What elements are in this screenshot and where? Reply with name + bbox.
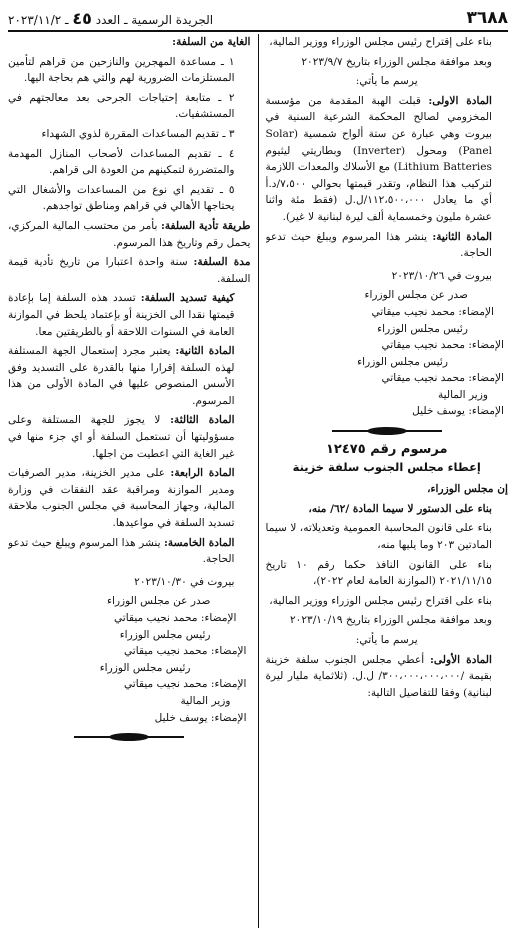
clause-paragraph (8, 290, 251, 340)
section-divider (74, 732, 184, 742)
clause-label: طريقة تأدية السلفة: (160, 219, 251, 232)
article-paragraph (8, 343, 251, 409)
place-date: بيروت في ٢٠٢٣/١٠/٢٦ (391, 269, 492, 282)
list-item: ٣ ـ تقديم المساعدات المقررة لذوي الشهداء (41, 127, 235, 140)
article-label: المادة الخامسة: (164, 536, 235, 549)
clause-text: سنة واحدة اعتبارا من تاريخ تأدية قيمة السلفة. (8, 256, 251, 285)
article-paragraph (266, 93, 509, 226)
article-label: المادة الرابعة: (170, 467, 235, 480)
signature-line: الإمضاء: يوسف خليل (154, 711, 247, 724)
article-text: يعتبر مجرد إستعمال الجهة المستلفة لهذه السلفة إقرارا منها بالقدرة على التسديد وفق الأسس المنصوص عليها في المادة الأولى من هذا المرسوم. (8, 345, 235, 407)
article-label: المادة الأولى: (430, 653, 492, 666)
columns (8, 34, 508, 928)
signature-line: الإمضاء: محمد نجيب ميقاتي (113, 612, 237, 624)
signature-line: رئيس مجلس الوزراء (99, 661, 191, 674)
article-paragraph (266, 229, 509, 262)
article-paragraph (8, 465, 251, 531)
article-label: المادة الثالثة: (170, 414, 235, 427)
article-text: ينشر هذا المرسوم ويبلغ حيث تدعو الحاجة. (265, 230, 492, 260)
clause-paragraph (8, 254, 251, 287)
preamble-paragraph: وبعد موافقة مجلس الوزراء بتاريخ ٢٠٢٣/٩/٧ (301, 55, 492, 68)
list-item: ١ ـ مساعدة المهجرين والنازحين من قراهم لتأمين المستلزمات الضرورية لهم والتي هم بحاجة اليها. (8, 55, 235, 85)
preamble-paragraph: بناء على الدستور لا سيما المادة /٦٢/ منه، (308, 502, 492, 515)
preamble-paragraph: إن مجلس الوزراء، (427, 483, 508, 496)
article-label: المادة الاولى: (428, 94, 492, 107)
page-number: ٣٦٨٨ (466, 8, 508, 28)
signature-line: الإمضاء: محمد نجيب ميقاتي (123, 645, 247, 658)
clause-text: بأمر من محتسب المالية المركزي، يحمل رقم وتاريخ هذا المرسوم. (8, 219, 251, 249)
article-paragraph (8, 412, 251, 462)
signature-line: صدر عن مجلس الوزراء (107, 595, 211, 608)
preamble-paragraph: بناء على قانون المحاسبة العمومية وتعديلاته، لا سيما المادتين ٢٠٣ وما يليها منه، (265, 522, 492, 552)
signature-line: صدر عن مجلس الوزراء (364, 289, 468, 302)
place-date: بيروت في ٢٠٢٣/١٠/٣٠ (134, 575, 235, 588)
section-divider (332, 426, 442, 436)
article-label: المادة الثانية: (432, 230, 492, 243)
issue-date: ـ ٢٠٢٣/١١/٢ (8, 12, 69, 27)
signature-line: وزير المالية (180, 694, 231, 707)
signature-line: الإمضاء: محمد نجيب ميقاتي (371, 305, 494, 318)
list-item: ٤ ـ تقديم المساعدات لأصحاب المنازل المهدمة والمتضررة لتمكينهم من العودة الى قراهم. (8, 147, 235, 177)
preamble-paragraph: بناء على اقتراح رئيس مجلس الوزراء ووزير المالية، (269, 594, 492, 607)
decree-title: مرسوم رقم ١٢٤٧٥ (325, 442, 448, 458)
article-text: لا يجوز للجهة المستلفة وعلى مسؤوليتها أن تستعمل السلفة أو اي جزء منها في غير الغاية التي اعطيت من اجلها. (8, 414, 235, 460)
column-rule (258, 34, 259, 928)
signature-line: الإمضاء: محمد نجيب ميقاتي (381, 372, 504, 385)
gazette-title (8, 9, 213, 28)
signature-line: وزير المالية (437, 388, 488, 401)
article-text: قبلت الهبة المقدمة من مؤسسة المخزومي لصالح المحكمة الشرعية السنية في بيروت وهي عبارة عن ستة ألواح شمسية (Solar Panel) ومحول (Inverter) وبطاريتي ليثيوم Lithium Batteries) مع الأسلاك والمعدات اللازمة لتركيب هذا النظام، وتقدر قيمتها بحوالي ٧،٥٠٠/د.أ أي ما يعادل ١١٢،٥٠٠،٠٠٠/ل.ل (فقط مئة واثنا عشرة مليون وخمسماية ألف ليرة لبنانية لا غير). (265, 94, 492, 223)
preamble-paragraph: وبعد موافقة مجلس الوزراء بتاريخ ٢٠٢٣/١٠/١٩ (289, 614, 492, 627)
preamble-paragraph: بناء على القانون النافذ حكما رقم ١٠ تاريخ ٢٠٢١/١١/١٥ (الموازنة العامة لعام ٢٠٢٢)، (265, 558, 492, 588)
article-paragraph (266, 652, 509, 702)
article-text: أعطي مجلس الجنوب سلفة خزينة بقيمة /٣٠٠،٠٠٠،٠٠٠،٠٠٠/ ل.ل. (ثلاثماية مليار ليرة لبنانية) وفقا للتفاصيل التالية: (265, 653, 493, 699)
clause-label: كيفية تسديد السلفة: (140, 292, 235, 305)
signature-line: رئيس مجلس الوزراء (119, 628, 211, 641)
clause-text: تسدد هذه السلفة إما بإعادة قيمتها نقدا الى الخزينة أو بإعتماد يلحظ في الموازنة العامة في السنوات اللاحقة أو بالطريقتين معا. (8, 292, 235, 338)
gazette-name: الجريدة الرسمية ـ العدد (95, 12, 214, 27)
decree-subject: إعطاء مجلس الجنوب سلفة خزينة (292, 459, 481, 474)
decree-formula: يرسم ما يأتي: (355, 75, 418, 88)
page-header (8, 6, 508, 32)
issue-number: ٤٥ (72, 8, 92, 28)
signature-line: الإمضاء: محمد نجيب ميقاتي (381, 339, 504, 352)
decree-formula: يرسم ما يأتي: (355, 634, 418, 646)
article-text: على مدير الخزينة، مدير الصرفيات ومدير الموازنة ومراقبة عقد النفقات في وزارة المالية، وجهاز المحاسبة في مجلس الجنوب ملاحقة تسديد السلفة في مواعيدها. (8, 467, 235, 530)
list-item: ٥ ـ تقديم اي نوع من المساعدات والأشغال التي يحتاجها الأهالي في قراهم ومناطق تواجدهم. (8, 183, 235, 213)
left-column (8, 34, 251, 928)
clause-paragraph (8, 218, 251, 251)
article-paragraph (8, 535, 251, 568)
article-text: ينشر هذا المرسوم ويبلغ حيث تدعو الحاجة. (8, 536, 235, 566)
signature-line: الإمضاء: يوسف خليل (412, 405, 504, 418)
clause-label: مدة السلفة: (193, 256, 251, 269)
signature-line: الإمضاء: محمد نجيب ميقاتي (123, 678, 247, 691)
list-item: ٢ ـ متابعة إحتياجات الجرحى بعد معالجتهم في المستشفيات. (8, 91, 235, 121)
article-label: المادة الثانية: (175, 345, 235, 358)
right-column (266, 34, 509, 928)
signature-line: رئيس مجلس الوزراء (357, 355, 448, 368)
signature-line: رئيس مجلس الوزراء (377, 322, 468, 335)
section-heading: الغاية من السلفة: (172, 36, 251, 48)
preamble-paragraph: بناء على إقتراح رئيس مجلس الوزراء ووزير المالية، (269, 36, 492, 48)
